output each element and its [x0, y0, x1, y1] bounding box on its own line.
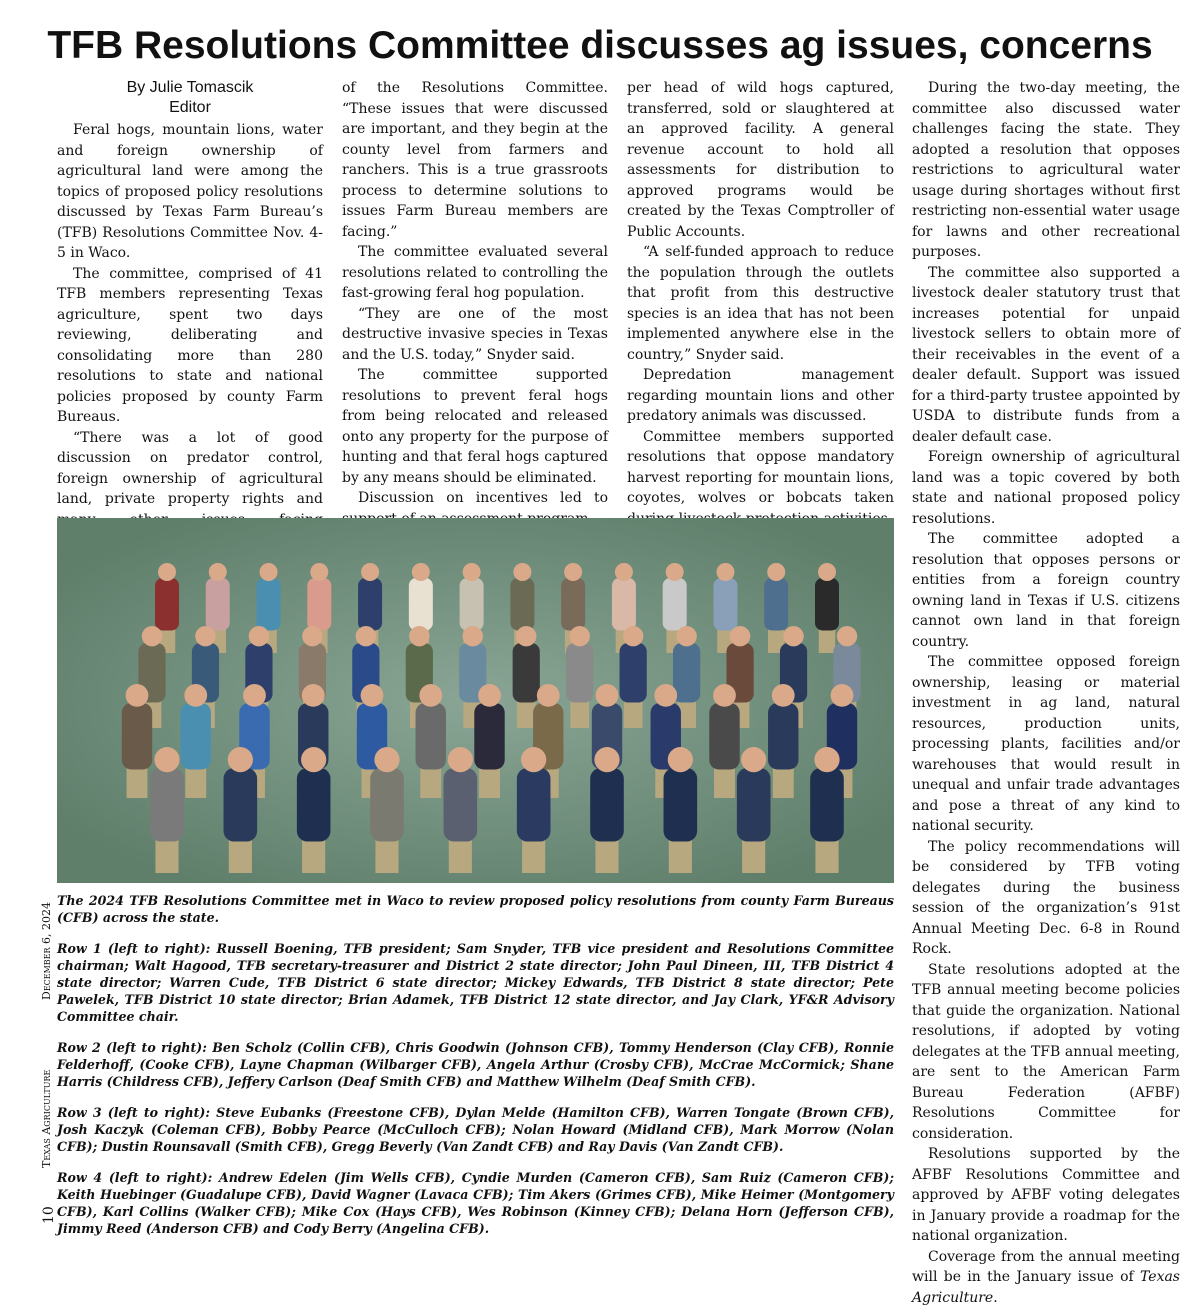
person-body: [297, 768, 331, 842]
caption-intro: The 2024 TFB Resolutions Committee met in Waco to review proposed policy resolutions from county Farm Bureaus (CFB) across the state.: [57, 892, 894, 926]
person-head: [478, 684, 501, 707]
person-head: [814, 747, 839, 772]
person-head: [716, 563, 734, 581]
paragraph: The committee also supported a livestock dealer statutory trust that increases potential for unpaid livestock sellers to obtain more of their receivables in the event of a dealer default. Support was issued for a third-party trustee appointed by USDA to distribute funds from a dealer default case.: [912, 263, 1180, 448]
person-head: [623, 626, 643, 646]
person-head: [837, 626, 857, 646]
person-head: [730, 626, 750, 646]
person-head: [594, 747, 619, 772]
paragraph: During the two-day meeting, the committee also discussed water challenges facing the state. They adopted a resolution that opposes restrictions to agricultural water usage during shortages without first restricting non-essential water usage for lawns and other recreational purposes.: [912, 78, 1180, 263]
column-1: [57, 78, 323, 571]
person-body: [815, 578, 839, 631]
person-head: [409, 626, 429, 646]
person-body: [206, 578, 230, 631]
person-body: [561, 578, 585, 631]
person-head: [767, 563, 785, 581]
person-body: [224, 768, 258, 842]
person-body: [122, 703, 152, 770]
person-body: [460, 578, 484, 631]
person-head: [126, 684, 149, 707]
paragraph: Committee members supported resolutions that oppose mandatory harvest reporting for mountain lions, coyotes, wolves or bobcats taken: [627, 427, 894, 530]
paragraph: The committee supported resolutions to prevent feral hogs from being relocated and released onto any property for the purpose of hunting and that feral hogs captured by any means should be eliminated.: [342, 365, 608, 488]
person-head: [243, 684, 266, 707]
person-head: [260, 563, 278, 581]
person-body: [612, 578, 636, 631]
person-head: [521, 747, 546, 772]
person-body: [409, 578, 433, 631]
person-body: [416, 703, 446, 770]
person-head: [209, 563, 227, 581]
column-3: [627, 78, 894, 529]
person-body: [620, 643, 647, 703]
paragraph: State resolutions adopted at the TFB annual meeting become policies that guide the organization. National resolutions, if adopted by voting delegates at the TFB annual meeting, are sent to the American Farm Bureau Federation (AFBF) Resolutions Committee for consideration.: [912, 960, 1180, 1145]
person-body: [590, 768, 624, 842]
period: .: [993, 1290, 997, 1306]
paragraph: The policy recommendations will be considered by TFB voting delegates during the business session of the organization’s 91st Annual Meeting Dec. 6-8 in Round Rock.: [912, 837, 1180, 960]
person-body: [444, 768, 478, 842]
paragraph: “There was a lot of good discussion on predator control, foreign ownership of agricultural land, private property rights and: [57, 428, 323, 572]
person-head: [772, 684, 795, 707]
paragraph: Resolutions supported by the AFBF Resolutions Committee and approved by AFBF voting delegates in January provide a roadmap for the national organization.: [912, 1144, 1180, 1247]
paragraph: Feral hogs, mountain lions, water and foreign ownership of agricultural land were among the topics of proposed policy resolutions discussed by Texas Farm Bureau’s (TFB) Resolutions Committee Nov. 4-5 in Waco.: [57, 120, 323, 264]
person-head: [142, 626, 162, 646]
person-head: [448, 747, 473, 772]
person-body: [181, 703, 211, 770]
person-body: [737, 768, 771, 842]
person-head: [818, 563, 836, 581]
column-2: [342, 78, 608, 529]
person-head: [249, 626, 269, 646]
paragraph: Foreign ownership of agricultural land was a topic covered by both state and national proposed policy resolutions.: [912, 447, 1180, 529]
caption-row-2: Row 2 (left to right): Ben Scholz (Collin CFB), Chris Goodwin (Johnson CFB), Tommy Henderson (Clay CFB), Ronnie Felderhoff, (Cooke CFB), Layne Chapman (Wilbarger CFB), Angela Arthur (Crosby CFB), McCrae McCormick; Shane Harris (Childress CFB), Jeffery Carlson (Deaf Smith CFB) and Matthew Wilhelm (Deaf Smith CFB).: [57, 1039, 894, 1090]
person-body: [810, 768, 844, 842]
paragraph: The committee, comprised of 41 TFB members representing Texas agriculture, spent two days reviewing, deliberating and consolidating more than 280 resolutions to state and national policies proposed by county Farm Bureaus.: [57, 264, 323, 428]
person-body: [673, 643, 700, 703]
person-head: [513, 563, 531, 581]
person-head: [831, 684, 854, 707]
person-head: [158, 563, 176, 581]
byline-role: Editor: [57, 98, 323, 118]
publication-name: Texas Agriculture: [912, 1269, 1180, 1306]
caption-row-3: Row 3 (left to right): Steve Eubanks (Freestone CFB), Dylan Melde (Hamilton CFB), Warren Tongate (Brown CFB), Josh Kaczyk (Coleman CFB), Bobby Pearce (McCulloch CFB); Nolan Howard (Midland CFB), Mark Morrow (Nolan CFB); Dustin Rounsavall (Smith CFB), Gregg Beverly (Van Zandt CFB) and Ray Davis (Van Zandt CFB).: [57, 1104, 894, 1155]
person-body: [370, 768, 404, 842]
person-head: [361, 684, 384, 707]
byline-author: By Julie Tomascik: [57, 78, 323, 98]
person-body: [566, 643, 593, 703]
headline: TFB Resolutions Committee discusses ag issues, concerns: [0, 24, 1200, 68]
person-body: [768, 703, 798, 770]
person-head: [596, 684, 619, 707]
person-body: [764, 578, 788, 631]
person-body: [257, 578, 281, 631]
person-head: [569, 626, 589, 646]
person-head: [654, 684, 677, 707]
paragraph: of the Resolutions Committee. “These issues that were discussed are important, and they begin at the county level from farmers and ranchers. This is a true grassroots process to determine solutions to issues Farm Bureau members are facing.”: [342, 78, 608, 242]
paragraph: per head of wild hogs captured, transferred, sold or slaughtered at an approved facility. A general revenue account to hold all assessments for distribution to approved programs would be created by the Texas Comptroller of Public Accounts.: [627, 78, 894, 242]
person-body: [307, 578, 331, 631]
person-head: [184, 684, 207, 707]
person-head: [463, 626, 483, 646]
paragraph: The committee adopted a resolution that opposes persons or entities from a foreign country owning land in Texas if U.S. citizens cannot own land in that foreign country.: [912, 529, 1180, 652]
person-head: [668, 747, 693, 772]
paragraph-text: Coverage from the annual meeting will be in the January issue of: [912, 1249, 1180, 1286]
page-number: 10: [41, 1206, 57, 1224]
issue-date: December 6, 2024: [40, 902, 53, 1000]
person-head: [741, 747, 766, 772]
person-body: [155, 578, 179, 631]
person-head: [302, 626, 322, 646]
person-head: [301, 747, 326, 772]
person-body: [510, 578, 534, 631]
person-head: [516, 626, 536, 646]
photo-caption: [57, 892, 894, 1251]
paragraph: Depredation management regarding mountain lions and other predatory animals was discussed.: [627, 365, 894, 427]
paragraph: The committee evaluated several resolutions related to controlling the fast-growing feral hog population.: [342, 242, 608, 304]
paragraph: Discussion on incentives led to: [342, 488, 608, 529]
person-body: [713, 578, 737, 631]
person-head: [361, 563, 379, 581]
person-head: [783, 626, 803, 646]
group-photo-illustration: [57, 518, 894, 883]
person-head: [419, 684, 442, 707]
person-body: [474, 703, 504, 770]
person-body: [664, 768, 698, 842]
caption-row-1: Row 1 (left to right): Russell Boening, TFB president; Sam Snyder, TFB vice president and Resolutions Committee chairman; Walt Hagood, TFB secretary-treasurer and District 2 state director; John Paul Dineen, III, TFB District 4 state director; Warren Cude, TFB District 6 state director; Mickey Edwards, TFB District 8 state director; Pete Pawelek, TFB District 10 state director; Brian Adamek, TFB District 12 state director, and Jay Clark, YF&R Advisory Committee chair.: [57, 940, 894, 1025]
person-head: [676, 626, 696, 646]
paragraph: The committee opposed foreign ownership, leasing or material investment in ag land, natural resources, production units, processing plants, facilities and/or warehouses that would result in unequal and unfair trade advantages and pose a threat of any kind to national security.: [912, 652, 1180, 837]
person-head: [615, 563, 633, 581]
person-body: [513, 643, 540, 703]
person-head: [713, 684, 736, 707]
person-body: [709, 703, 739, 770]
person-head: [154, 747, 179, 772]
person-head: [195, 626, 215, 646]
person-head: [310, 563, 328, 581]
person-body: [663, 578, 687, 631]
caption-row-4: Row 4 (left to right): Andrew Edelen (Jim Wells CFB), Cyndie Murden (Cameron CFB), Sam Ruiz (Cameron CFB); Keith Huebinger (Guadalupe CFB), David Wagner (Lavaca CFB); Tim Akers (Grimes CFB), Mike Heimer (Montgomery CFB), Karl Collins (Walker CFB); Mike Cox (Hays CFB), Wes Robinson (Kinney CFB); Delana Horn (Jefferson CFB), Jimmy Reed (Anderson CFB) and Cody Berry (Angelina CFB).: [57, 1169, 894, 1237]
group-photo: [57, 518, 894, 883]
column-4: [912, 78, 1180, 1308]
person-head: [564, 563, 582, 581]
person-head: [228, 747, 253, 772]
person-head: [463, 563, 481, 581]
person-head: [412, 563, 430, 581]
person-body: [517, 768, 551, 842]
person-head: [356, 626, 376, 646]
publication-label: Texas Agriculture: [40, 1070, 53, 1168]
person-head: [374, 747, 399, 772]
person-head: [666, 563, 684, 581]
person-head: [302, 684, 325, 707]
person-body: [150, 768, 184, 842]
person-body: [358, 578, 382, 631]
paragraph: “They are one of the most destructive invasive species in Texas and the U.S. today,” Snyder said.: [342, 304, 608, 366]
paragraph-last: [912, 1247, 1180, 1308]
person-head: [537, 684, 560, 707]
paragraph: “A self-funded approach to reduce the population through the outlets that profit from this destructive species is an idea that has not been implemented anywhere else in the country,” Snyder said.: [627, 242, 894, 365]
